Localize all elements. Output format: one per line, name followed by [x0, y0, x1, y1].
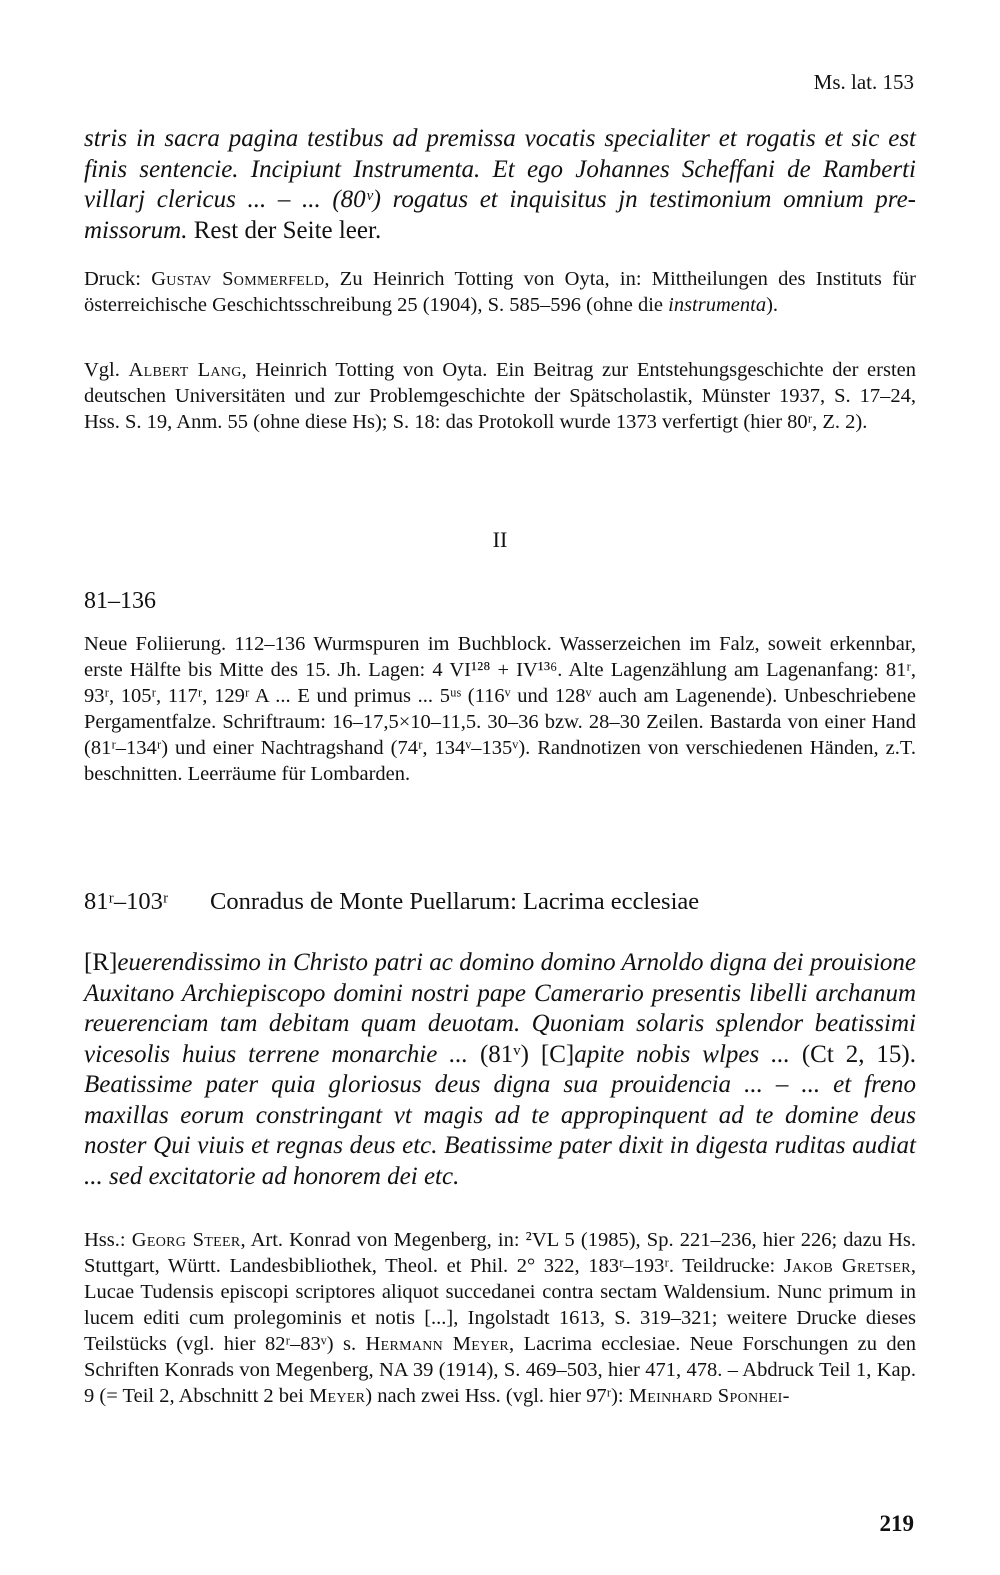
druck-text: , Zu Heinrich Totting von Oyta, in: Mittheilungen des Instituts für österreichische Geschichtsschreibung 25 (1904), S. 585–596 (ohne die: [84, 268, 917, 316]
hss-text: , Lucae Tudensis episcopi scriptores aliquot succedanei contra sectam Waldensium. Nunc primum in lucem editi cum prolegominis et notis [...], Ingolstadt 1613, S. 319–321; weitere Drucke dieses Teilstücks (vgl. hier 82ʳ–83ᵛ) s.: [84, 1255, 917, 1355]
latin-part: euerendissimo in Christo patri ac domino domino Arnoldo digna dei prouisione Auxitano Archiepiscopo domini nostri pape Camerario presentis libelli archanum reuerenciam tam debitam quam deuotam. Quoniam solaris splendor beatissimi vicesolis huius terrene monarchie ...: [84, 949, 916, 1068]
vgl-text: , Heinrich Totting von Oyta. Ein Beitrag zur Entstehungsgeschichte der ersten deutschen Universitäten und zur Problemgeschichte der Spätscholastik, Münster 1937, S. 17–24, Hss. S. 19, Anm. 55 (ohne diese Hs); S. 18: das Protokoll wurde 1373 verfertigt (hier 80ʳ, Z. 2).: [84, 359, 917, 433]
intro-tail: Rest der Seite leer.: [193, 216, 382, 244]
hss-text: , Art. Konrad von Megenberg, in: ²VL 5 (1985), Sp. 221–236, hier 226; dazu Hs. Stuttgart, Württ. Landesbibliothek, Theol. et Phil. 2° 322, 183ʳ–193ʳ.: [84, 1229, 917, 1277]
hss-text: ) nach zwei Hss. (vgl. hier 97ʳ):: [365, 1385, 624, 1407]
druck-italic: instrumenta: [668, 294, 767, 316]
intro-last-line: [84, 216, 916, 247]
hss-author: Meinhard Sponhei-: [628, 1385, 790, 1407]
intro-line: missorum.: [84, 216, 188, 244]
hss-author: Hermann Meyer: [365, 1333, 510, 1355]
latin-bible-ref: (Ct 2, 15).: [801, 1040, 916, 1068]
section-folio: 81ʳ–103ʳ: [84, 888, 169, 915]
references-druck: [84, 266, 916, 318]
latin-bracket: [R]: [84, 949, 118, 976]
latin-part: Beatissime pater quia gloriosus deus digna sua prouidencia ... – ... et freno maxillas eorum constringant vt magis ad te appropinquent ad te domine deus noster Qui viuis et regnas deus etc. Beatissime pater dixit in digesta ruditas audiat ... sed excitatorie ad honorem dei etc.: [84, 1071, 916, 1190]
intro-line: villarj clericus ... – ... (80ᵛ) rogatus et inquisitus jn testimonium omnium pre-: [84, 186, 916, 213]
hss-author: Meyer: [308, 1385, 366, 1407]
intro-latin-text: [84, 124, 916, 246]
section-heading: [84, 888, 916, 916]
part-roman-numeral: II: [492, 527, 508, 552]
hss-author: Georg Steer: [131, 1229, 241, 1251]
folio-range: 81–136: [84, 588, 156, 614]
hss-author: Jakob Gretser: [783, 1255, 911, 1277]
vgl-label: Vgl.: [84, 359, 120, 381]
manuscripts-references: [84, 1227, 916, 1409]
latin-incipit-text: [84, 948, 916, 1192]
intro-line: finis sentencie. Incipiunt Instrumenta. Et ego Johannes Scheffani de Ramberti: [84, 155, 916, 183]
hss-label: Hss.:: [84, 1229, 126, 1251]
references-vgl: [84, 357, 916, 435]
latin-part: apite nobis wlpes ...: [574, 1040, 802, 1068]
druck-end: ).: [766, 294, 779, 316]
running-head: Ms. lat. 153: [813, 70, 914, 94]
codicology-description: Neue Foliierung. 112–136 Wurmspuren im Buchblock. Wasserzeichen im Falz, soweit erkennbar, erste Hälfte bis Mitte des 15. Jh. Lagen: 4 VI¹²⁸ + IV¹³⁶. Alte Lagenzählung am Lagenanfang: 81ʳ, 93ʳ, 105ʳ, 117ʳ, 129ʳ A ... E und primus ... 5ᵘˢ (116ᵛ und 128ᵛ auch am Lagenende). Unbeschriebene Pergamentfalze. Schriftraum: 16–17,5×10–11,5. 30–36 bzw. 28–30 Zeilen. Bastarda von einer Hand (81ʳ–134ʳ) und einer Nachtragshand (74ʳ, 134ᵛ–135ᵛ). Randnotizen von verschiedenen Händen, z.T. beschnitten. Leerräume für Lombarden.: [84, 633, 916, 785]
druck-label: Druck:: [84, 268, 141, 290]
druck-author: Gustav Sommerfeld: [151, 268, 325, 290]
page-number: 219: [879, 1511, 914, 1536]
vgl-author: Albert Lang: [128, 359, 242, 381]
teildrucke-label: Teildrucke:: [674, 1255, 776, 1277]
intro-line: stris in sacra pagina testibus ad premissa vocatis specialiter et rogatis et sic est: [84, 125, 916, 152]
section-title: Conradus de Monte Puellarum: Lacrima ecclesiae: [210, 888, 700, 915]
latin-folio-ref: (81ᵛ) [C]: [479, 1040, 575, 1068]
hss-text: , Lacrima ecclesiae. Neue Forschungen zu den Schriften Konrads von Megenberg, NA 39 (1914), S. 469–503, hier 471, 478. – Abdruck Teil 1, Kap. 9 (= Teil 2, Abschnitt 2 bei: [84, 1333, 917, 1407]
